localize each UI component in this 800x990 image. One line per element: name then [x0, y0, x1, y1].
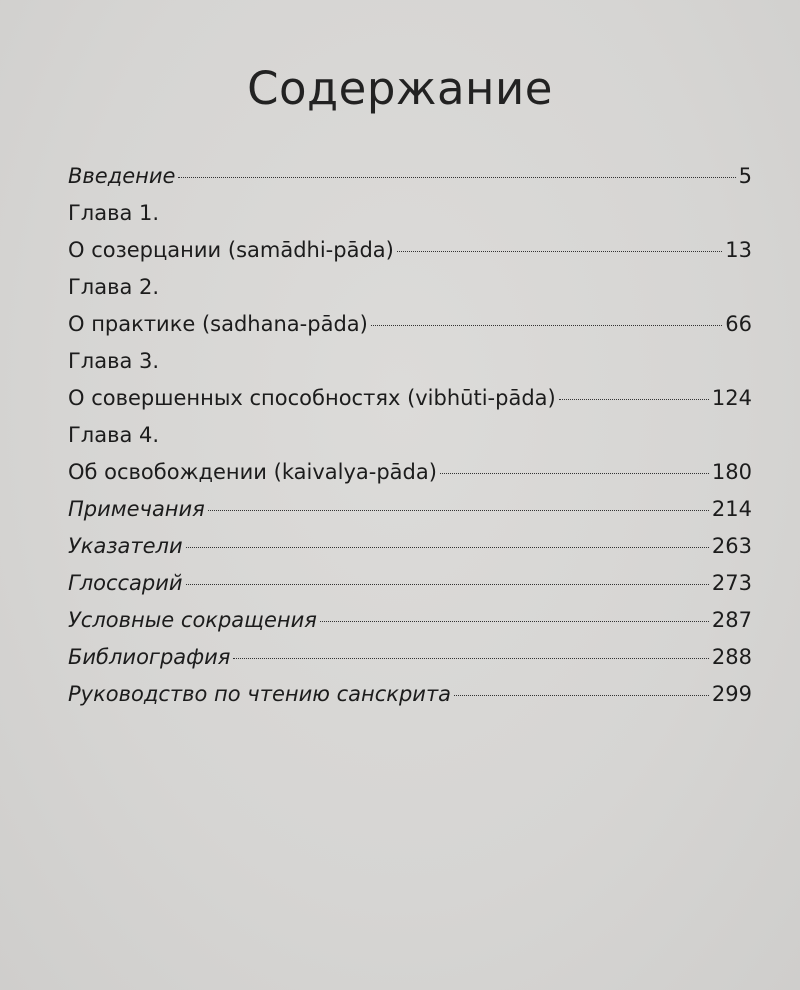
- toc-entry-notes: [68, 491, 752, 528]
- toc-entry-page: 180: [711, 460, 752, 484]
- dot-leader: [559, 399, 709, 400]
- dot-leader: [186, 584, 709, 585]
- dot-leader: [186, 547, 709, 548]
- toc-entry-abbreviations: [68, 602, 752, 639]
- toc-entry-page: 287: [711, 608, 752, 632]
- toc-entry-label: Руководство по чтению санскрита: [68, 682, 452, 706]
- toc-entry-chapter-3: [68, 380, 752, 417]
- table-of-contents: [68, 158, 752, 713]
- toc-entry-label: Библиография: [68, 645, 231, 669]
- toc-entry-page: 263: [711, 534, 752, 558]
- dot-leader: [178, 177, 735, 178]
- dot-leader: [371, 325, 722, 326]
- toc-entry-chapter-4: [68, 454, 752, 491]
- toc-entry-page: 288: [711, 645, 752, 669]
- toc-entry-page: 299: [711, 682, 752, 706]
- dot-leader: [320, 621, 709, 622]
- toc-entry-label: Об освобождении (kaivalya-pāda): [68, 460, 437, 484]
- chapter-heading-2: Глава 2.: [68, 275, 160, 299]
- dot-leader: [440, 473, 709, 474]
- toc-entry-label: Введение: [68, 164, 176, 188]
- toc-entry-label: Примечания: [68, 497, 205, 521]
- dot-leader: [208, 510, 709, 511]
- chapter-heading-4: Глава 4.: [68, 423, 160, 447]
- toc-entry-page: 124: [711, 386, 752, 410]
- toc-entry-label: О практике (sadhana-pāda): [68, 312, 368, 336]
- toc-entry-page: 214: [711, 497, 752, 521]
- toc-entry-label: О созерцании (samādhi-pāda): [68, 238, 394, 262]
- chapter-heading-3: Глава 3.: [68, 349, 160, 373]
- toc-entry-page: 66: [725, 312, 752, 336]
- toc-entry-chapter-1: [68, 232, 752, 269]
- toc-entry-page: 273: [711, 571, 752, 595]
- dot-leader: [397, 251, 722, 252]
- toc-entry-page: 5: [738, 164, 752, 188]
- dot-leader: [233, 658, 709, 659]
- toc-entry-indexes: [68, 528, 752, 565]
- toc-entry-page: 13: [725, 238, 752, 262]
- toc-entry-sanskrit-guide: [68, 676, 752, 713]
- toc-entry-label: Условные сокращения: [68, 608, 317, 632]
- toc-entry-label: Указатели: [68, 534, 183, 558]
- page-title: Содержание: [247, 62, 553, 115]
- toc-entry-label: Глоссарий: [68, 571, 183, 595]
- toc-entry-label: О совершенных способностях (vibhūti-pāda): [68, 386, 556, 410]
- toc-entry-chapter-2: [68, 306, 752, 343]
- toc-entry-bibliography: [68, 639, 752, 676]
- toc-entry-glossary: [68, 565, 752, 602]
- toc-entry-intro: [68, 158, 752, 195]
- dot-leader: [454, 695, 709, 696]
- chapter-heading-1: Глава 1.: [68, 201, 160, 225]
